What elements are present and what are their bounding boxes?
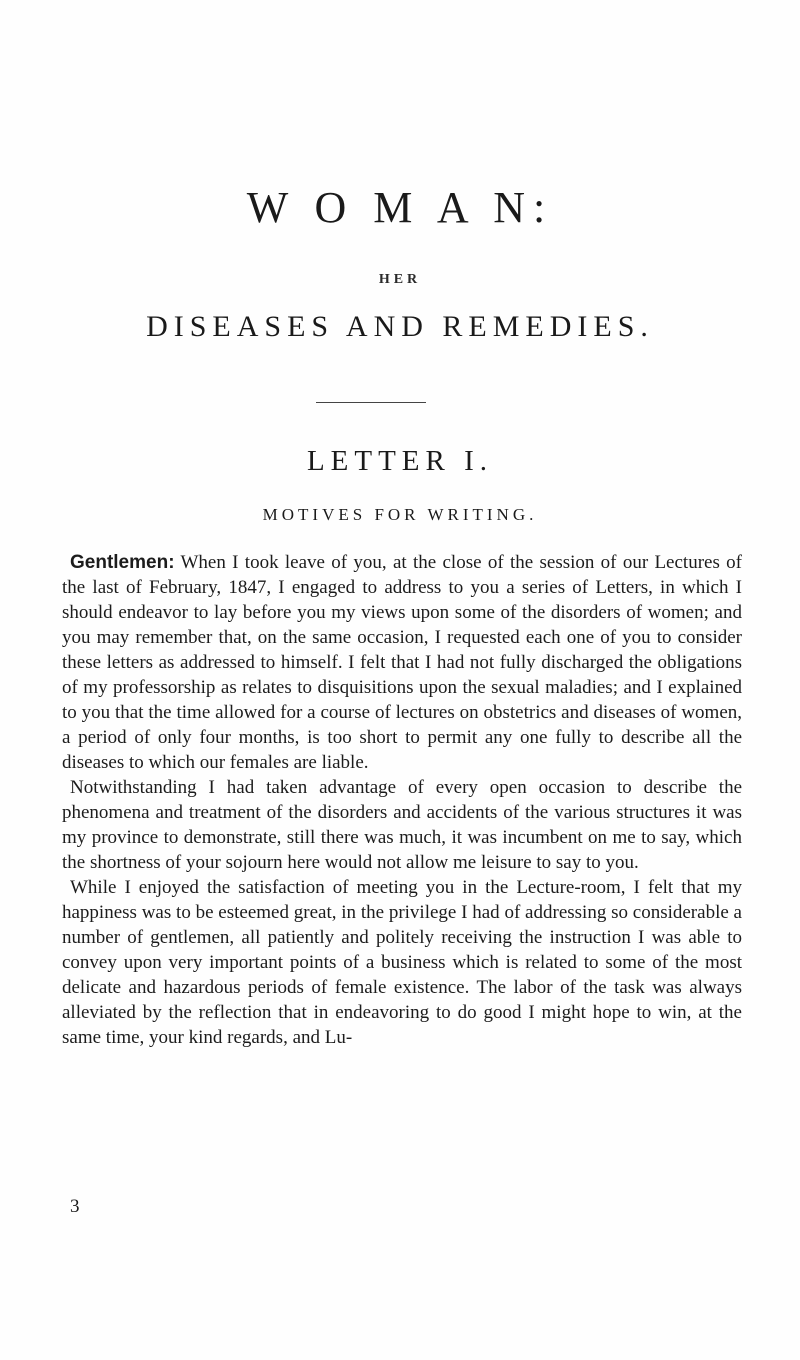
salutation: Gentlemen: [70,552,175,573]
book-title-her: HER [378,272,422,287]
page-number: 3 [70,1196,80,1217]
divider-rule [316,402,426,403]
book-subtitle: DISEASES AND REMEDIES. [146,310,654,343]
paragraph-2: Notwithstanding I had taken advantage of every open occasion to describe the phenomena and treatment of the disorders and accidents of the various structures it was my province to demonstrate, still there was much, it was incumbent on me to say, which the shortness of your sojourn here would not allow me leisure to say to you. [62,777,742,873]
paragraph-1 [62,550,742,775]
section-title: MOTIVES FOR WRITING. [262,505,538,524]
paragraph-3: While I enjoyed the satisfaction of meeting you in the Lecture-room, I felt that my happiness was to be esteemed great, in the privilege I had of addressing so considerable a number of gentlemen, all patiently and politely receiving the instruction I was able to convey upon very important points of a business which is related to some of the most delicate and hazardous periods of female existence. The labor of the task was always alleviated by the reflection that in endeavoring to do good I might hope to win, at the same time, your kind regards, and Lu- [62,877,742,1048]
book-title: W O M A N: [246,183,554,232]
body-text [62,550,742,1050]
paragraph-1-text: When I took leave of you, at the close of the session of our Lectures of the last of February, 1847, I engaged to address to you a series of Letters, in which I should endeavor to lay before you my views upon some of the disorders of women; and you may remember that, on the same occasion, I requested each one of you to consider these letters as addressed to himself. I felt that I had not fully discharged the obligations of my professorship as relates to disquisitions upon the sexual maladies; and I explained to you that the time allowed for a course of lectures on obstetrics and diseases of women, a period of only four months, is too short to permit any one fully to describe all the diseases to which our females are liable. [62,552,742,773]
letter-heading: LETTER I. [306,445,494,477]
